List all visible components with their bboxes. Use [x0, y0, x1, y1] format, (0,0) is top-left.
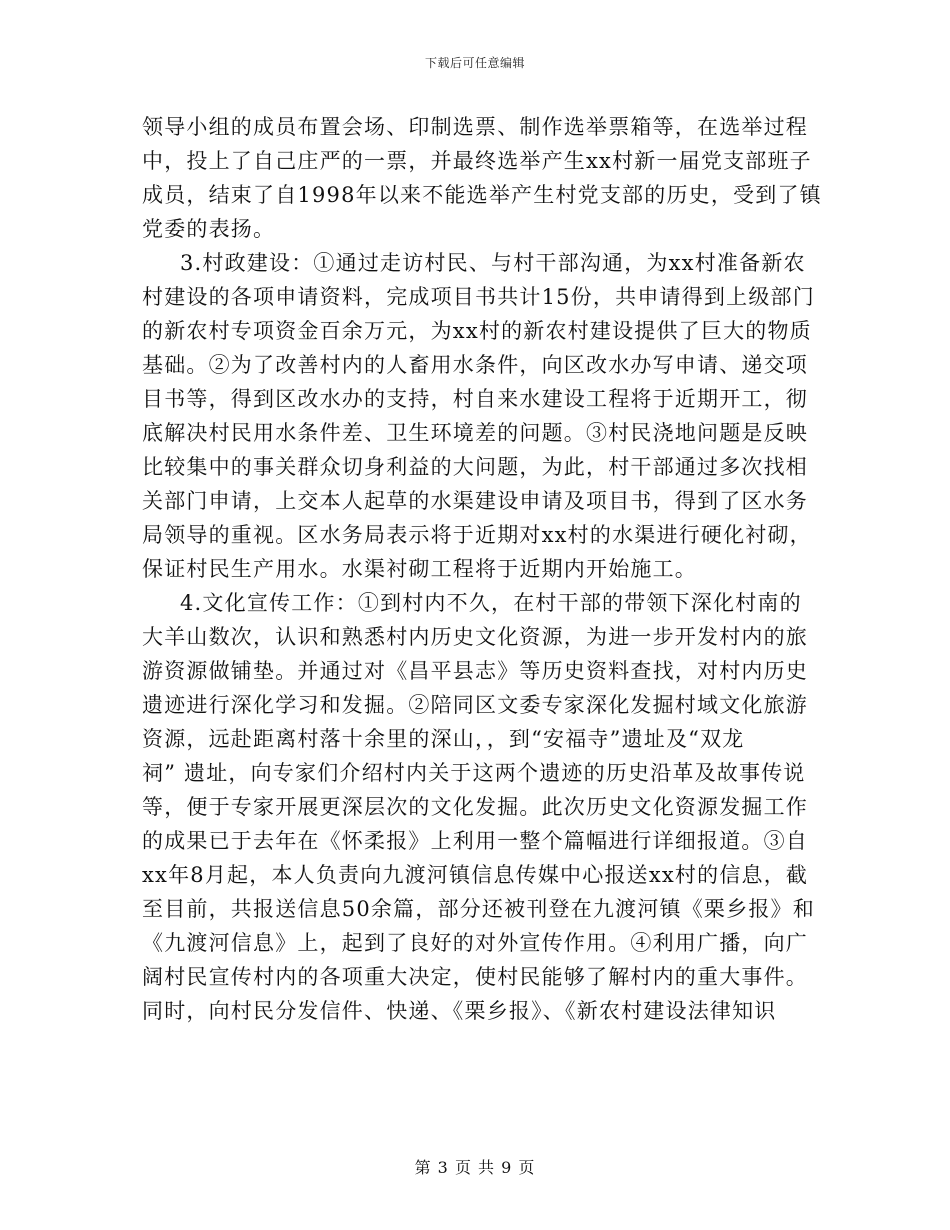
page-number: 第 3 页 共 9 页: [414, 1158, 536, 1177]
text-line: 关部门申请，上交本人起草的水渠建设申请及项目书，得到了区水务: [142, 489, 808, 513]
text-line: 同时，向村民分发信件、快递、《栗乡报》、《新农村建设法律知识: [142, 999, 777, 1023]
text-line: 资源，远赴距离村落十余里的深山，，到“安福寺”遗址及“双龙: [142, 727, 745, 751]
text-line: 至目前，共报送信息50余篇，部分还被刊登在九渡河镇《栗乡报》和: [142, 897, 815, 921]
document-body: [142, 110, 822, 1028]
text-line: 游资源做铺垫。并通过对《昌平县志》等历史资料查找，对村内历史: [142, 659, 808, 683]
text-line: 的成果已于去年在《怀柔报》上利用一整个篇幅进行详细报道。③自: [142, 829, 808, 853]
text-line: 大羊山数次，认识和熟悉村内历史文化资源，为进一步开发村内的旅: [142, 625, 808, 649]
text-line: 3.村政建设：①通过走访村民、与村干部沟通，为xx村准备新农: [180, 251, 806, 275]
text-line: 遗迹进行深化学习和发掘。②陪同区文委专家深化发掘村域文化旅游: [142, 693, 808, 717]
text-line: 中，投上了自己庄严的一票，并最终选举产生xx村新一届党支部班子: [142, 149, 812, 173]
text-line: 4.文化宣传工作：①到村内不久，在村干部的带领下深化村南的: [180, 591, 802, 615]
text-line: 目书等，得到区改水办的支持，村自来水建设工程将于近期开工，彻: [142, 387, 808, 411]
text-line: 基础。②为了改善村内的人畜用水条件，向区改水办写申请、递交项: [142, 353, 808, 377]
text-line: 成员，结束了自1998年以来不能选举产生村党支部的历史，受到了镇: [142, 183, 822, 207]
text-line: 等，便于专家开展更深层次的文化发掘。此次历史文化资源发掘工作: [142, 795, 808, 819]
text-line: 《九渡河信息》上，起到了良好的对外宣传作用。④利用广播，向广: [142, 931, 808, 955]
page-header: 下载后可任意编辑: [424, 56, 525, 70]
text-line: xx年8月起，本人负责向九渡河镇信息传媒中心报送xx村的信息，截: [142, 863, 809, 887]
text-line: 保证村民生产用水。水渠衬砌工程将于近期内开始施工。: [142, 557, 697, 581]
text-line: 党委的表扬。: [142, 217, 276, 241]
text-line: 祠” 遗址，向专家们介绍村内关于这两个遗迹的历史沿革及故事传说: [142, 761, 806, 785]
text-line: 比较集中的事关群众切身利益的大问题，为此，村干部通过多次找相: [142, 455, 808, 479]
text-line: 底解决村民用水条件差、卫生环境差的问题。③村民浇地问题是反映: [142, 421, 808, 445]
text-line: 阔村民宣传村内的各项重大决定，使村民能够了解村内的重大事件。: [142, 965, 808, 989]
text-line: 的新农村专项资金百余万元，为xx村的新农村建设提供了巨大的物质: [142, 319, 812, 343]
text-line: 局领导的重视。区水务局表示将于近期对xx村的水渠进行硬化衬砌，: [142, 523, 812, 547]
text-line: 领导小组的成员布置会场、印制选票、制作选举票箱等，在选举过程: [142, 115, 808, 139]
text-line: 村建设的各项申请资料，完成项目书共计15份，共申请得到上级部门: [142, 285, 815, 309]
